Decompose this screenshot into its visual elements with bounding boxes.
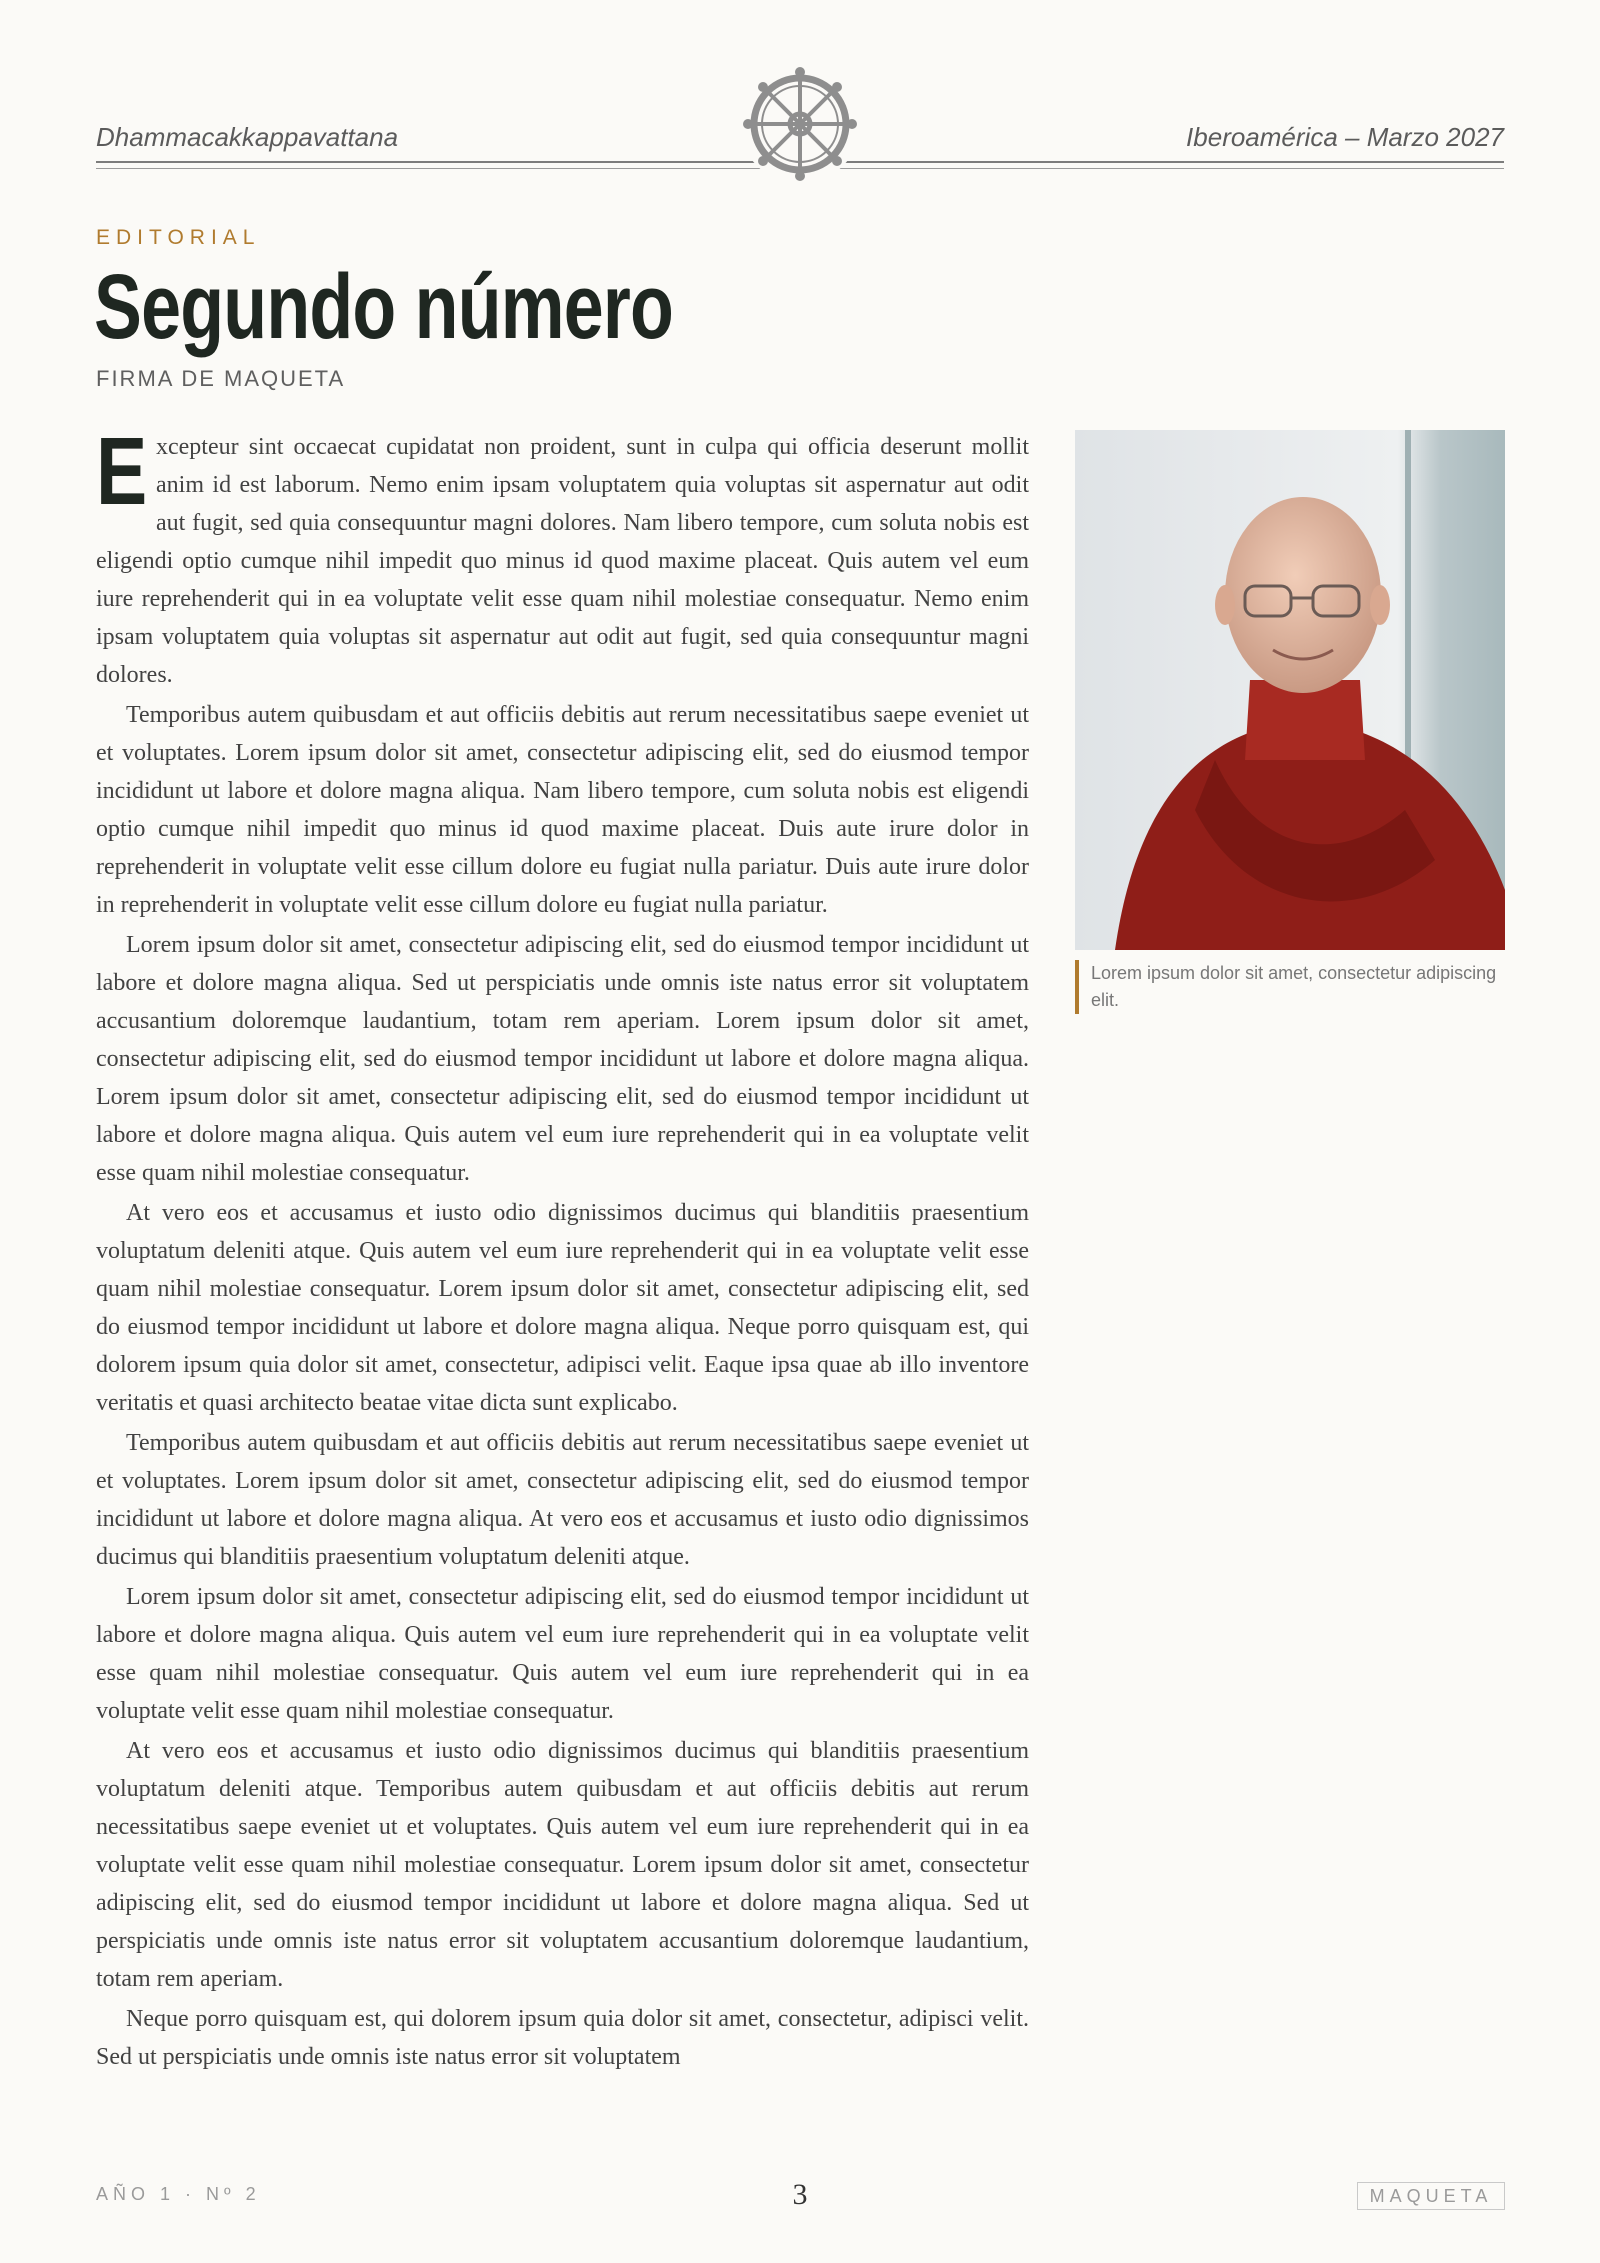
paragraph [96, 428, 1029, 694]
publication-name: Dhammacakkappavattana [96, 122, 399, 152]
section-kicker: EDITORIAL [96, 226, 261, 249]
paragraph: Neque porro quisquam est, qui dolorem ipsum quia dolor sit amet, consectetur, adipisci velit. Sed ut perspiciatis unde omnis iste natus error sit voluptatem [96, 2006, 1029, 2070]
issue-number: AÑO 1 · Nº 2 [96, 2184, 261, 2204]
issue-date: Iberoamérica – Marzo 2027 [1186, 122, 1504, 152]
article-title: Segundo número [94, 256, 674, 358]
paragraph: Lorem ipsum dolor sit amet, consectetur adipiscing elit, sed do eiusmod tempor incididunt ut labore et dolore magna aliqua. Quis autem vel eum iure reprehenderit qui in ea voluptate velit esse quam nihil molestiae consequatur. Quis autem vel eum iure reprehenderit qui in ea voluptate velit esse quam nihil molestiae consequatur. [96, 1584, 1029, 1724]
page-number: 3 [792, 2178, 808, 2211]
paragraph-text: xcepteur sint occaecat cupidatat non proident, sunt in culpa qui officia deserunt mollit anim id est laborum. Nemo enim ipsam voluptatem quia voluptas sit aspernatur aut odit aut fugit, sed quia consequuntur magni dolores. Nam libero tempore, cum soluta nobis est eligendi optio cumque nihil impedit quo minus id quod maxime placeat. Quis autem vel eum iure reprehenderit qui in ea voluptate velit esse quam nihil molestiae consequatur. Nemo enim ipsam voluptatem quia voluptas sit aspernatur aut odit aut fugit, sed quia consequuntur magni dolores. [96, 434, 1029, 688]
photo-caption: Lorem ipsum dolor sit amet, consectetur adipiscing elit. [1075, 960, 1506, 1014]
drop-cap: E [96, 428, 148, 525]
paragraph: At vero eos et accusamus et iusto odio dignissimos ducimus qui blanditiis praesentium voluptatum deleniti atque. Temporibus autem quibusdam et aut officiis debitis aut rerum necessitatibus saepe eveniet ut et voluptates. Quis autem vel eum iure reprehenderit qui in ea voluptate velit esse quam nihil molestiae consequatur. Lorem ipsum dolor sit amet, consectetur adipiscing elit, sed do eiusmod tempor incididunt ut labore et dolore magna aliqua. Sed ut perspiciatis unde omnis iste natus error sit voluptatem accusantium doloremque laudantium, totam rem aperiam. [96, 1738, 1029, 1992]
paragraph: Temporibus autem quibusdam et aut officiis debitis aut rerum necessitatibus saepe eveniet ut et voluptates. Lorem ipsum dolor sit amet, consectetur adipiscing elit, sed do eiusmod tempor incididunt ut labore et dolore magna aliqua. Nam libero tempore, cum soluta nobis est eligendi optio cumque nihil impedit quo minus id quod maxime placeat. Duis aute irure dolor in reprehenderit in voluptate velit esse cillum dolore eu fugiat nulla pariatur. Duis aute irure dolor in reprehenderit in voluptate velit esse cillum dolore eu fugiat nulla pariatur. [96, 702, 1029, 918]
paragraph: Temporibus autem quibusdam et aut officiis debitis aut rerum necessitatibus saepe eveniet ut et voluptates. Lorem ipsum dolor sit amet, consectetur adipiscing elit, sed do eiusmod tempor incididunt ut labore et dolore magna aliqua. At vero eos et accusamus et iusto odio dignissimos ducimus qui blanditiis praesentium voluptatum deleniti atque. [96, 1430, 1029, 1570]
dharma-wheel-icon [740, 64, 860, 184]
byline: FIRMA DE MAQUETA [96, 366, 346, 391]
draft-badge: MAQUETA [1357, 2182, 1505, 2210]
paragraph: Lorem ipsum dolor sit amet, consectetur adipiscing elit, sed do eiusmod tempor incididunt ut labore et dolore magna aliqua. Sed ut perspiciatis unde omnis iste natus error sit voluptatem accusantium doloremque laudantium, totam rem aperiam. Lorem ipsum dolor sit amet, consectetur adipiscing elit, sed do eiusmod tempor incididunt ut labore et dolore magna aliqua. Lorem ipsum dolor sit amet, consectetur adipiscing elit, sed do eiusmod tempor incididunt ut labore et dolore magna aliqua. Quis autem vel eum iure reprehenderit qui in ea voluptate velit esse quam nihil molestiae consequatur. [96, 932, 1029, 1186]
article-body [96, 428, 1029, 2126]
paragraph: At vero eos et accusamus et iusto odio dignissimos ducimus qui blanditiis praesentium voluptatum deleniti atque. Quis autem vel eum iure reprehenderit qui in ea voluptate velit esse quam nihil molestiae consequatur. Lorem ipsum dolor sit amet, consectetur adipiscing elit, sed do eiusmod tempor incididunt ut labore et dolore magna aliqua. Neque porro quisquam est, qui dolorem ipsum quia dolor sit amet, consectetur, adipisci velit. Eaque ipsa quae ab illo inventore veritatis et quasi architecto beatae vitae dicta sunt explicabo. [96, 1200, 1029, 1416]
portrait-photo [1075, 430, 1505, 950]
